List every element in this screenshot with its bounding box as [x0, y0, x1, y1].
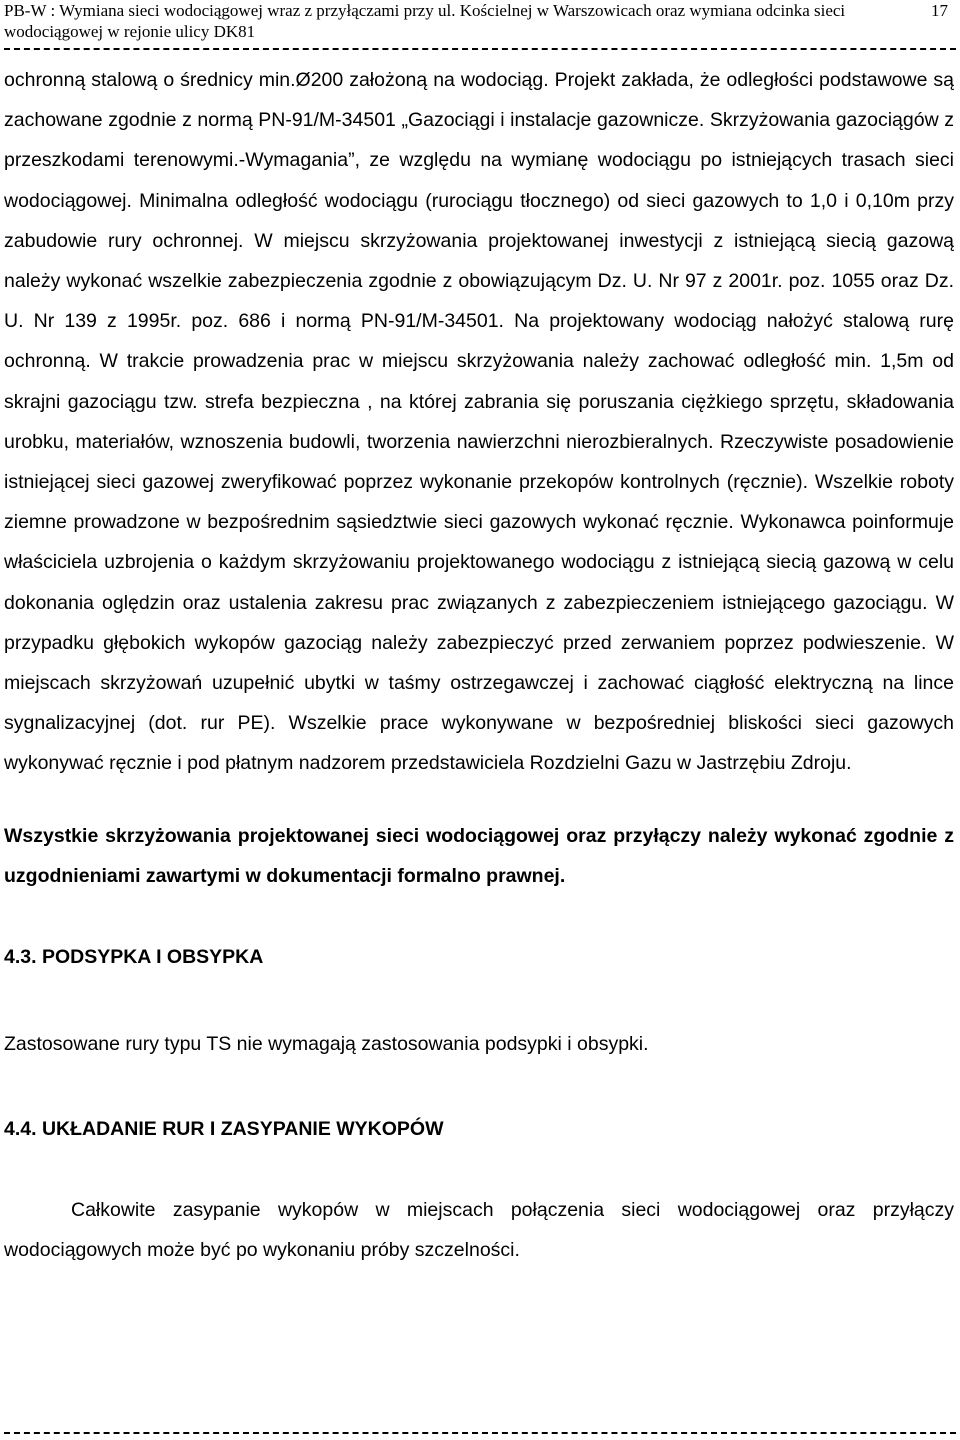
section-heading-4-4: 4.4. UKŁADANIE RUR I ZASYPANIE WYKOPÓW: [4, 1118, 444, 1141]
header-divider: [4, 48, 956, 50]
document-body: [4, 60, 954, 1271]
page-number: 17: [931, 1, 948, 20]
paragraph-gas-crossings: ochronną stalową o średnicy min.Ø200 założoną na wodociąg. Projekt zakłada, że odległości podstawowe są zachowane zgodnie z normą PN-91/M-34501 „Gazociągi i instalacje gazownicze. Skrzyżowania gazociągów z przeszkodami terenowymi.-Wymagania”, ze względu na wymianę wodociągu po istniejących trasach sieci wodociągowej. Minimalna odległość wodociągu (rurociągu tłocznego) od sieci gazowych to 1,0 i 0,10m przy zabudowie rury ochronnej. W miejscu skrzyżowania projektowanej inwestycji z istniejącą siecią gazową należy wykonać wszelkie zabezpieczenia zgodnie z obowiązującym Dz. U. Nr 97 z 2001r. poz. 1055 oraz Dz. U. Nr 139 z 1995r. poz. 686 i normą PN-91/M-34501. Na projektowany wodociąg nałożyć stalową rurę ochronną. W trakcie prowadzenia prac w miejscu skrzyżowania należy zachować odległość min. 1,5m od skrajni gazociągu tzw. strefa bezpieczna , na której zabrania się poruszania ciężkiego sprzętu, składowania urobku, materiałów, wznoszenia budowli, tworzenia nawierzchni nierozbieralnych. Rzeczywiste posadowienie istniejącej sieci gazowej zweryfikować poprzez wykonanie przekopów kontrolnych (ręcznie). Wszelkie roboty ziemne prowadzone w bezpośrednim sąsiedztwie sieci gazowych wykonać ręcznie. Wykonawca poinformuje właściciela uzbrojenia o każdym skrzyżowaniu projektowanego wodociągu z istniejącą siecią gazową w celu dokonania oględzin oraz ustalenia zakresu prac związanych z zabezpieczeniem istniejącego gazociągu. W przypadku głębokich wykopów gazociąg należy zabezpieczyć przed zerwaniem poprzez podwieszenie. W miejscach skrzyżowań uzupełnić ubytki w taśmy ostrzegawczej i zachować ciągłość elektryczną na lince sygnalizacyjnej (dot. rur PE). Wszelkie prace wykonywane w bezpośredniej bliskości sieci gazowych wykonywać ręcznie i pod płatnym nadzorem przedstawiciela Rozdzielni Gazu w Jastrzębiu Zdroju.: [4, 69, 954, 775]
section-heading-4-3: 4.3. PODSYPKA I OBSYPKA: [4, 946, 264, 969]
paragraph-bold-note: Wszystkie skrzyżowania projektowanej sieci wodociągowej oraz przyłączy należy wykonać zgodnie z uzgodnieniami zawartymi w dokumentacji formalno prawnej.: [4, 824, 954, 887]
header-title: PB-W : Wymiana sieci wodociągowej wraz z przyłączami przy ul. Kościelnej w Warszowicach oraz wymiana odcinka sieci wodociągowej w rejonie ulicy DK81: [4, 1, 846, 41]
page-header: [4, 0, 956, 42]
footer-divider: [4, 1432, 956, 1434]
section-text-4-3: Zastosowane rury typu TS nie wymagają zastosowania podsypki i obsypki.: [4, 1033, 649, 1056]
section-text-4-4: Całkowite zasypanie wykopów w miejscach połączenia sieci wodociągowej oraz przyłączy wodociągowych może być po wykonaniu próby szczelności.: [4, 1199, 954, 1262]
